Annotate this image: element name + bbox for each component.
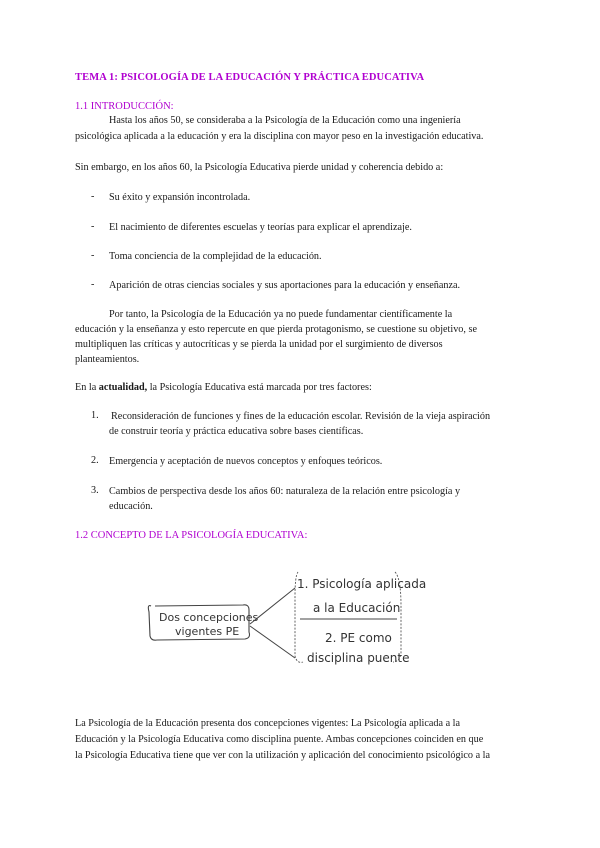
diagram-right-top-text: a la Educación (313, 601, 401, 615)
bullet-marker: - (91, 221, 95, 232)
connector-line-top (250, 588, 295, 624)
list-item: Cambios de perspectiva desde los años 60: naturaleza de la relación entre psicología y (109, 486, 461, 497)
list-item: Su éxito y expansión incontrolada. (109, 192, 251, 203)
connector-line-bottom (250, 626, 295, 658)
paragraph-line: la Psicología Educativa tiene que ver con la utilización y aplicación del conocimiento psicológico a la (75, 750, 490, 761)
list-item: Toma conciencia de la complejidad de la educación. (109, 251, 322, 262)
section-heading-concepto: 1.2 CONCEPTO DE LA PSICOLOGÍA EDUCATIVA: (75, 530, 308, 541)
bullet-marker: - (91, 279, 95, 290)
paragraph-line: Sin embargo, en los años 60, la Psicología Educativa pierde unidad y coherencia debido a: (75, 162, 444, 173)
paragraph-prefix: En la (75, 382, 99, 393)
list-item: Emergencia y aceptación de nuevos conceptos y enfoques teóricos. (109, 456, 383, 467)
concept-diagram (145, 566, 427, 666)
list-item: Reconsideración de funciones y fines de la educación escolar. Revisión de la vieja aspiración (111, 411, 491, 422)
list-number: 1. (91, 410, 99, 421)
paragraph-actualidad (75, 381, 372, 394)
section-heading-introduccion: 1.1 INTRODUCCIÓN: (75, 101, 174, 112)
diagram-right-bottom-text: 2. PE como (325, 631, 392, 645)
diagram-right-top-text: 1. Psicología aplicada (297, 577, 427, 591)
list-item: Aparición de otras ciencias sociales y sus aportaciones para la educación y enseñanza. (109, 280, 461, 291)
bullet-marker: - (91, 250, 95, 261)
diagram-left-text: vigentes PE (175, 625, 240, 638)
list-item: educación. (109, 501, 153, 512)
paragraph-line: La Psicología de la Educación presenta dos concepciones vigentes: La Psicología aplicada a la (75, 718, 461, 729)
list-item: de construir teoría y práctica educativa sobre bases científicas. (109, 426, 364, 437)
paragraph-line: Hasta los años 50, se consideraba a la Psicología de la Educación como una ingeniería (109, 115, 461, 126)
paragraph-line: educación y la enseñanza y esto repercute en que pierda protagonismo, se cuestione su objetivo, se (75, 324, 477, 335)
bullet-marker: - (91, 191, 95, 202)
paragraph-line: Por tanto, la Psicología de la Educación ya no puede fundamentar científicamente la (109, 309, 453, 320)
diagram-right-bottom-text: disciplina puente (307, 651, 410, 665)
paragraph-line: Educación y la Psicología Educativa como disciplina puente. Ambas concepciones coinciden en que (75, 734, 484, 745)
paragraph-line: multipliquen las críticas y autocríticas y se pierda la unidad por el surgimiento de diversos (75, 339, 443, 350)
paragraph-suffix: la Psicología Educativa está marcada por tres factores: (147, 382, 372, 393)
bold-term: actualidad, (98, 382, 148, 393)
list-number: 2. (91, 455, 99, 466)
diagram-left-text: Dos concepciones (159, 611, 259, 624)
paragraph-line: planteamientos. (75, 354, 140, 365)
page-title: TEMA 1: PSICOLOGÍA DE LA EDUCACIÓN Y PRÁCTICA EDUCATIVA (75, 72, 425, 83)
list-number: 3. (91, 485, 99, 496)
list-item: El nacimiento de diferentes escuelas y teorías para explicar el aprendizaje. (109, 222, 412, 233)
paragraph-line: psicológica aplicada a la educación y era la disciplina con mayor peso en la investigación educativa. (75, 131, 484, 142)
